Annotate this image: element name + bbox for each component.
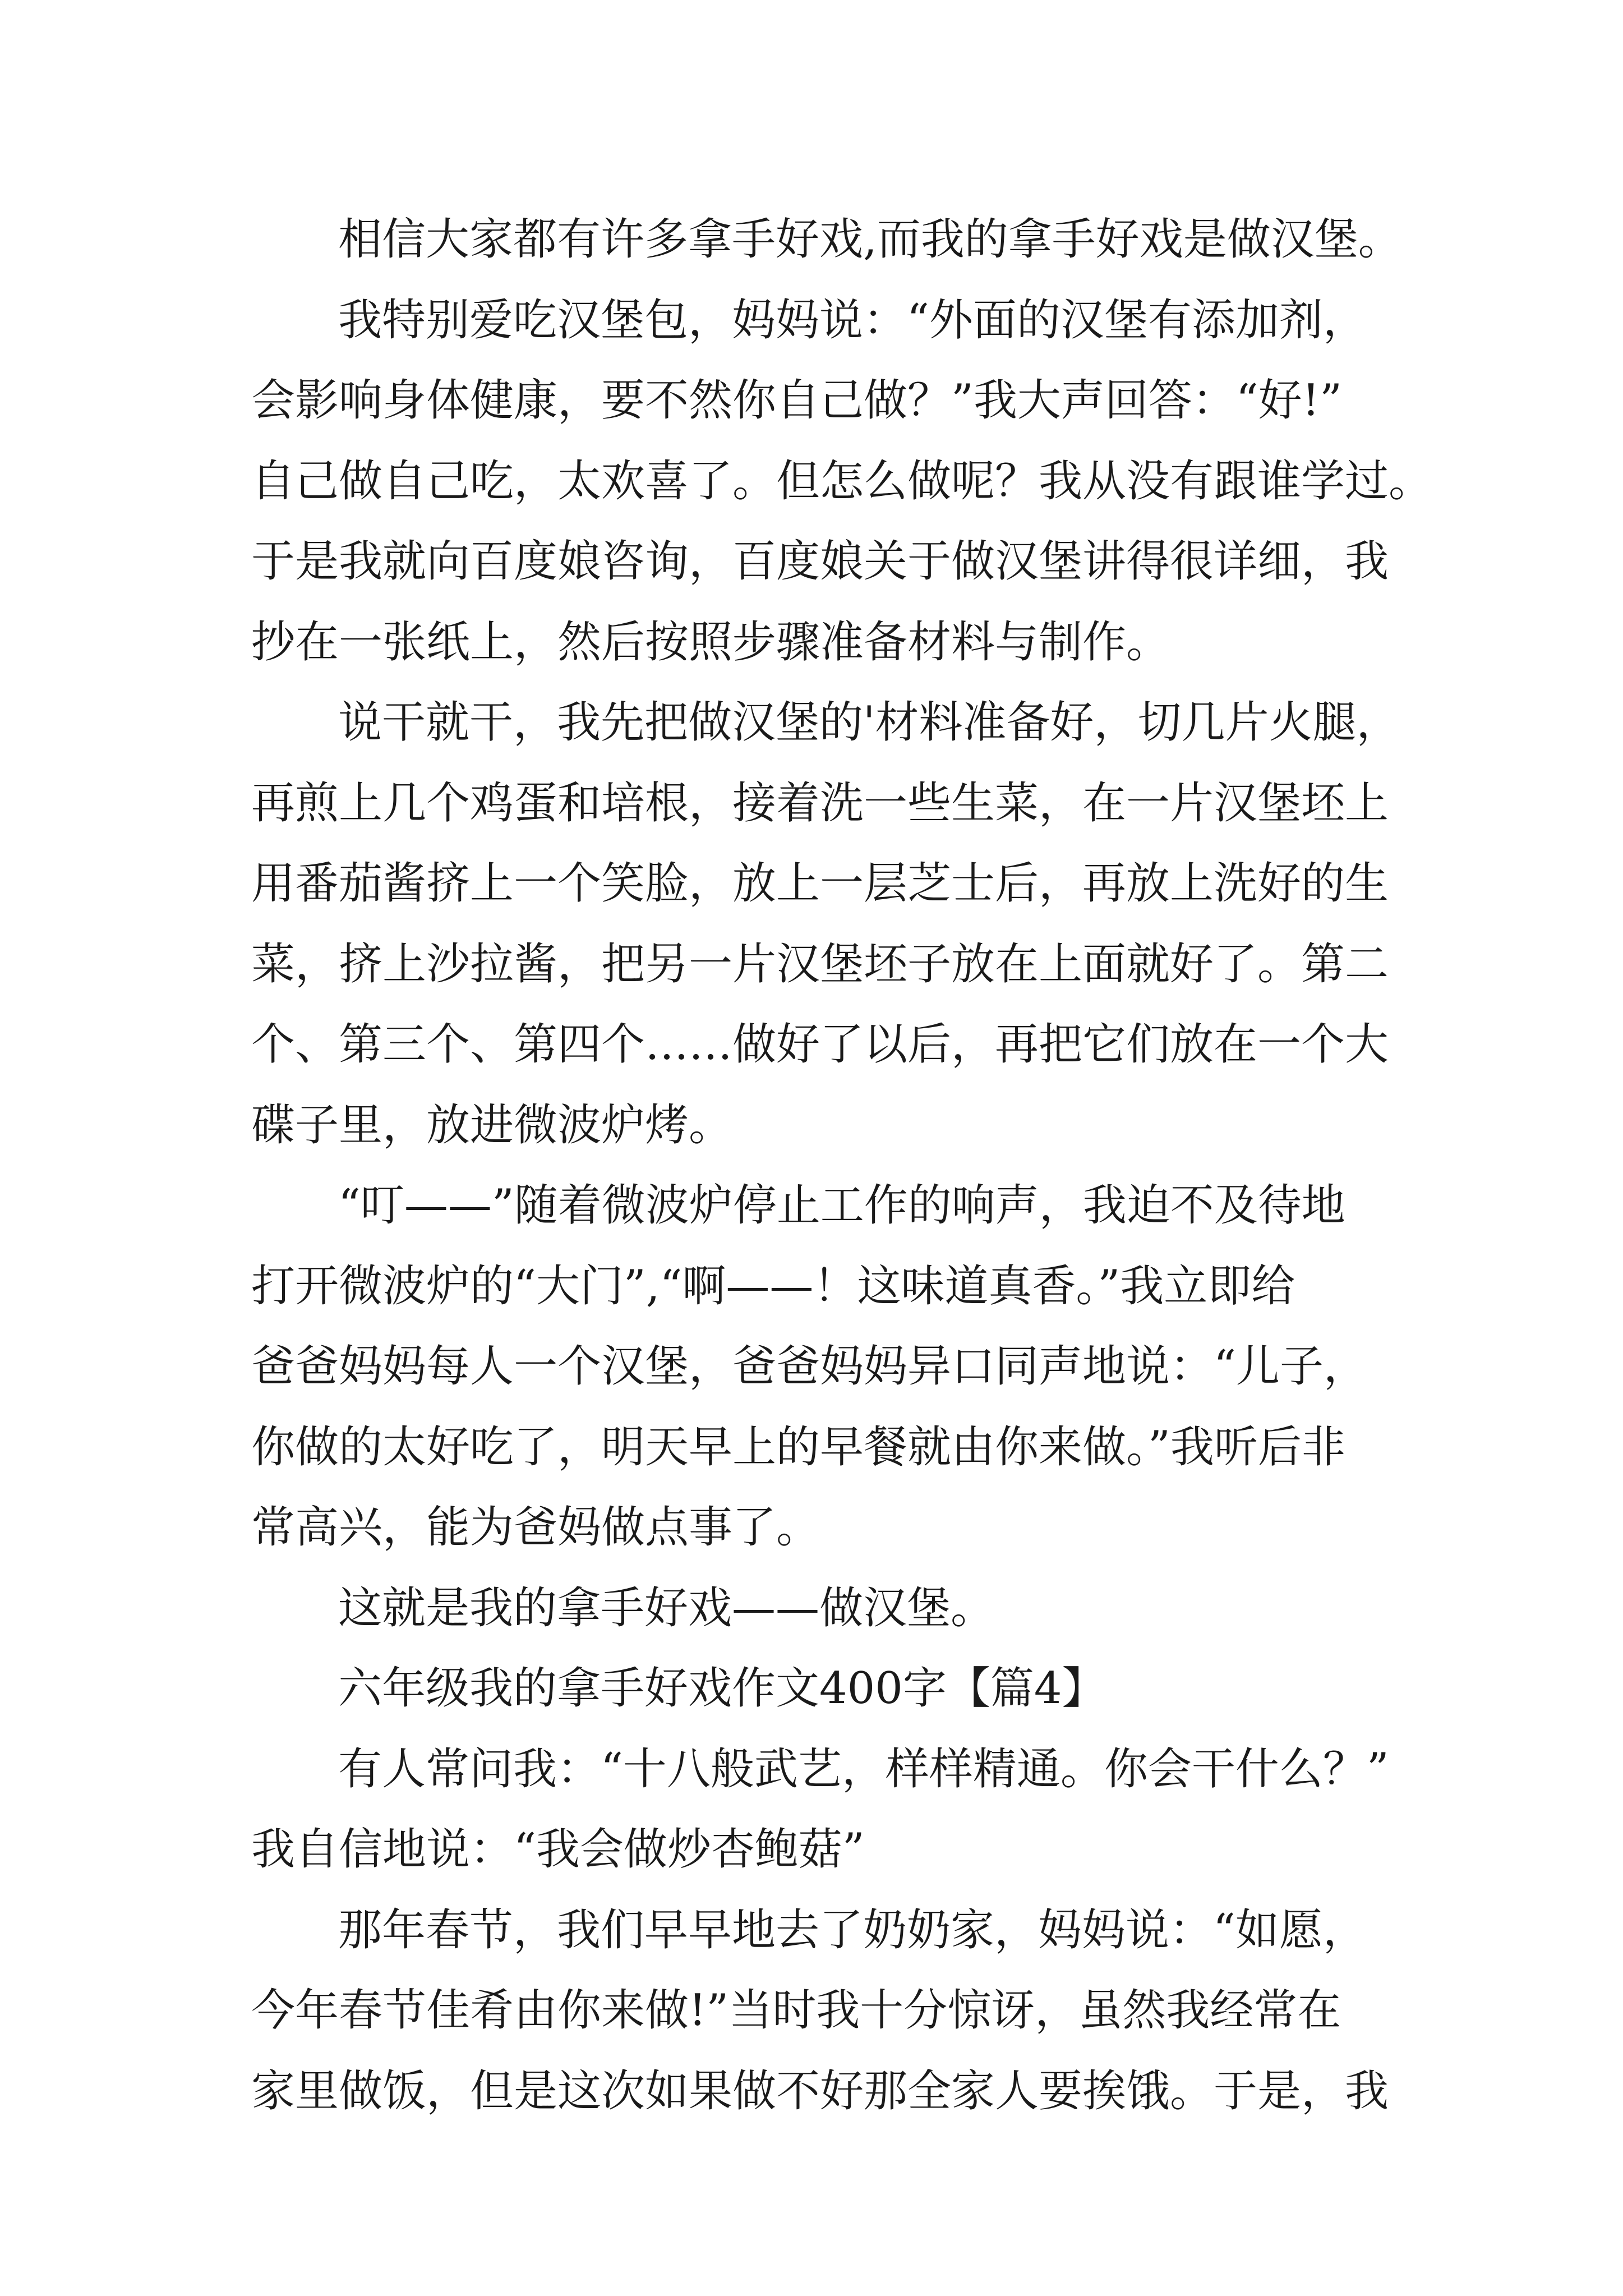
text-line: 常高兴，能为爸妈做点事了。 — [251, 1502, 820, 1553]
text-line: 家里做饭，但是这次如果做不好那全家人要挨饿。于是，我 — [251, 2065, 1389, 2116]
text-line: 个、第三个、第四个……做好了以后，再把它们放在一个大 — [251, 1019, 1389, 1070]
text-line: 菜，挤上沙拉酱，把另一片汉堡坯子放在上面就好了。第二 — [251, 938, 1389, 990]
text-line: 你做的太好吃了，明天早上的早餐就由你来做。”我听后非 — [251, 1421, 1345, 1473]
text-line: 相信大家都有许多拿手好戏,而我的拿手好戏是做汉堡。 — [338, 214, 1402, 265]
text-line: 打开微波炉的“大门”,“啊——！这味道真香。”我立即给 — [251, 1260, 1295, 1312]
text-line: 自己做自己吃，太欢喜了。但怎么做呢？我从没有跟谁学过。 — [251, 455, 1433, 507]
text-line: “叮——”随着微波炉停止工作的响声，我迫不及待地 — [338, 1180, 1345, 1231]
text-line: 我自信地说：“我会做炒杏鲍菇” — [251, 1824, 865, 1875]
text-line: 爸爸妈妈每人一个汉堡，爸爸妈妈异口同声地说：“儿子， — [251, 1341, 1367, 1392]
text-line: 有人常问我：“十八般武艺，样样精通。你会干什么？” — [338, 1743, 1389, 1795]
text-line: 说干就干，我先把做汉堡的'材料准备好，切几片火腿， — [338, 697, 1400, 748]
text-line: 这就是我的拿手好戏——做汉堡。 — [338, 1582, 995, 1634]
text-line: 我特别爱吃汉堡包，妈妈说：“外面的汉堡有添加剂， — [338, 295, 1367, 346]
text-line: 抄在一张纸上，然后按照步骤准备材料与制作。 — [251, 616, 1170, 668]
section-heading: 六年级我的拿手好戏作文400字【篇4】 — [338, 1663, 1106, 1714]
document-body — [251, 200, 1433, 2132]
text-line: 今年春节佳肴由你来做!”当时我十分惊讶，虽然我经常在 — [251, 1985, 1341, 2036]
text-line: 会影响身体健康，要不然你自己做？”我大声回答：“好!” — [251, 375, 1342, 426]
text-line: 于是我就向百度娘咨询，百度娘关于做汉堡讲得很详细，我 — [251, 536, 1389, 587]
text-line: 那年春节，我们早早地去了奶奶家，妈妈说：“如愿， — [338, 1904, 1367, 1955]
text-line: 再煎上几个鸡蛋和培根，接着洗一些生菜，在一片汉堡坯上 — [251, 777, 1389, 829]
text-line: 碟子里，放进微波炉烤。 — [251, 1099, 733, 1151]
text-line: 用番茄酱挤上一个笑脸，放上一层芝士后，再放上洗好的生 — [251, 858, 1389, 909]
